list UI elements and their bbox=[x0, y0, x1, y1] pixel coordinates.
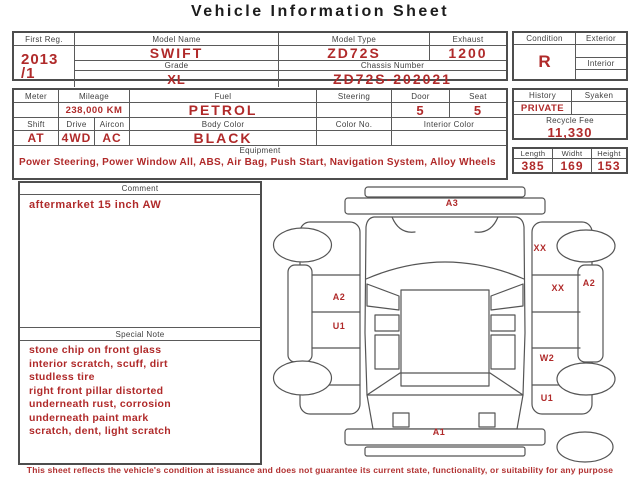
damage-mark-right-front-door: XX bbox=[551, 283, 565, 293]
color-no-value bbox=[317, 131, 392, 146]
shift-label: Shift bbox=[14, 118, 59, 131]
color-no-label: Color No. bbox=[317, 118, 392, 131]
first-reg-value bbox=[14, 46, 75, 87]
comment-body bbox=[20, 195, 260, 327]
left-front-wheel bbox=[274, 228, 332, 262]
special-note-line: right front pillar distorted bbox=[29, 384, 164, 397]
length-value: 385 bbox=[514, 159, 553, 173]
right-rear-wheel bbox=[557, 363, 615, 395]
special-note-body bbox=[20, 341, 260, 442]
right-front-wheel bbox=[557, 230, 615, 262]
comment-label: Comment bbox=[20, 183, 260, 195]
aircon-label: Aircon bbox=[95, 118, 130, 131]
condition-value: R bbox=[514, 45, 576, 79]
height-value: 153 bbox=[597, 159, 621, 173]
drive-label: Drive bbox=[59, 118, 95, 131]
history-label: History bbox=[514, 90, 572, 102]
mileage-label: Mileage bbox=[59, 90, 130, 103]
interior-value bbox=[576, 70, 626, 79]
body-color-label: Body Color bbox=[130, 118, 317, 131]
recycle-fee-label: Recycle Fee bbox=[546, 115, 594, 125]
left-rocker-panel bbox=[288, 265, 312, 362]
damage-mark-left-front-door: A2 bbox=[332, 292, 346, 302]
car-diagram-drawing bbox=[268, 183, 638, 468]
damage-mark-left-rear-door: U1 bbox=[332, 321, 346, 331]
recycle-fee-value: 11,330 bbox=[547, 125, 593, 140]
interior-color-value bbox=[392, 131, 506, 146]
chassis-number-label: Chassis Number bbox=[279, 61, 506, 71]
first-reg-year: 2013 bbox=[21, 50, 59, 68]
fuel-label: Fuel bbox=[130, 90, 317, 103]
model-name-label: Model Name bbox=[75, 33, 279, 46]
height-label: Height bbox=[592, 149, 626, 159]
special-note-line: underneath rust, corrosion bbox=[29, 398, 171, 410]
damage-mark-right-front-fender: XX bbox=[533, 243, 547, 253]
damage-mark-right-rear-door: W2 bbox=[539, 353, 555, 363]
left-rear-wheel bbox=[274, 361, 332, 395]
grade-value: XL bbox=[75, 71, 279, 87]
damage-mark-rear-bumper: A1 bbox=[432, 427, 446, 437]
specs-table bbox=[12, 88, 508, 180]
special-note-line: stone chip on front glass bbox=[29, 344, 162, 356]
mileage-value: 238,000 KM bbox=[59, 103, 130, 118]
special-note-line: underneath paint mark bbox=[29, 411, 149, 424]
syaken-value bbox=[572, 102, 626, 115]
first-reg-month: /1 bbox=[21, 64, 36, 82]
damage-mark-right-quarter: U1 bbox=[540, 393, 554, 403]
interior-label: Interior bbox=[576, 58, 626, 70]
fuel-value: PETROL bbox=[130, 103, 317, 118]
steering-value bbox=[317, 103, 392, 118]
interior-color-label: Interior Color bbox=[392, 118, 506, 131]
body-color-value: BLACK bbox=[130, 131, 317, 146]
exterior-value bbox=[576, 45, 626, 58]
exterior-label: Exterior bbox=[576, 33, 626, 45]
steering-label: Steering bbox=[317, 90, 392, 103]
left-side-view bbox=[274, 222, 361, 414]
condition-label: Condition bbox=[514, 33, 576, 45]
grade-label: Grade bbox=[75, 61, 279, 71]
car-body-top-view bbox=[365, 217, 525, 429]
chassis-number-value: ZD72S-202021 bbox=[333, 71, 452, 87]
model-type-value: ZD72S bbox=[279, 46, 430, 61]
spare-tire bbox=[557, 432, 613, 462]
damage-mark-front-bumper: A3 bbox=[445, 198, 459, 208]
condition-table bbox=[512, 31, 628, 81]
model-type-label: Model Type bbox=[279, 33, 430, 46]
aircon-value: AC bbox=[95, 131, 130, 146]
special-note-line: scratch, dent, light scratch bbox=[29, 425, 172, 437]
history-table bbox=[512, 88, 628, 140]
damage-mark-right-rocker: A2 bbox=[582, 278, 596, 288]
car-damage-diagram bbox=[268, 183, 638, 468]
shift-value: AT bbox=[14, 131, 59, 146]
identity-table bbox=[12, 31, 508, 87]
special-note-line: interior scratch, scuff, dirt bbox=[29, 357, 168, 370]
seat-label: Seat bbox=[450, 90, 506, 103]
comment-text: aftermarket 15 inch AW bbox=[29, 199, 162, 211]
drive-value: 4WD bbox=[59, 131, 95, 146]
special-note-line: studless tire bbox=[29, 371, 95, 383]
door-value: 5 bbox=[392, 103, 450, 118]
history-value: PRIVATE bbox=[514, 102, 572, 115]
meter-value bbox=[14, 103, 59, 118]
equipment-value: Power Steering, Power Window All, ABS, Air Bag, Push Start, Navigation System, Alloy Wheels bbox=[19, 157, 496, 168]
door-label: Door bbox=[392, 90, 450, 103]
length-label: Length bbox=[514, 149, 553, 159]
widht-label: Widht bbox=[553, 149, 592, 159]
widht-value: 169 bbox=[553, 159, 592, 173]
dimensions-table bbox=[512, 147, 628, 174]
special-note-label: Special Note bbox=[20, 327, 260, 341]
meter-label: Meter bbox=[14, 90, 59, 103]
model-name-value: SWIFT bbox=[75, 46, 279, 61]
syaken-label: Syaken bbox=[572, 90, 626, 102]
first-reg-label: First Reg. bbox=[14, 33, 75, 46]
seat-value: 5 bbox=[450, 103, 506, 118]
disclaimer-text: This sheet reflects the vehicle's condition at issuance and does not guarantee its current state, functionality, or suitability for any purpose bbox=[26, 465, 614, 475]
equipment-label: Equipment bbox=[239, 146, 281, 155]
exhaust-label: Exhaust bbox=[430, 33, 506, 46]
exhaust-value: 1200 bbox=[430, 46, 506, 61]
notes-panel bbox=[18, 181, 262, 465]
page-title: Vehicle Information Sheet bbox=[190, 3, 450, 20]
